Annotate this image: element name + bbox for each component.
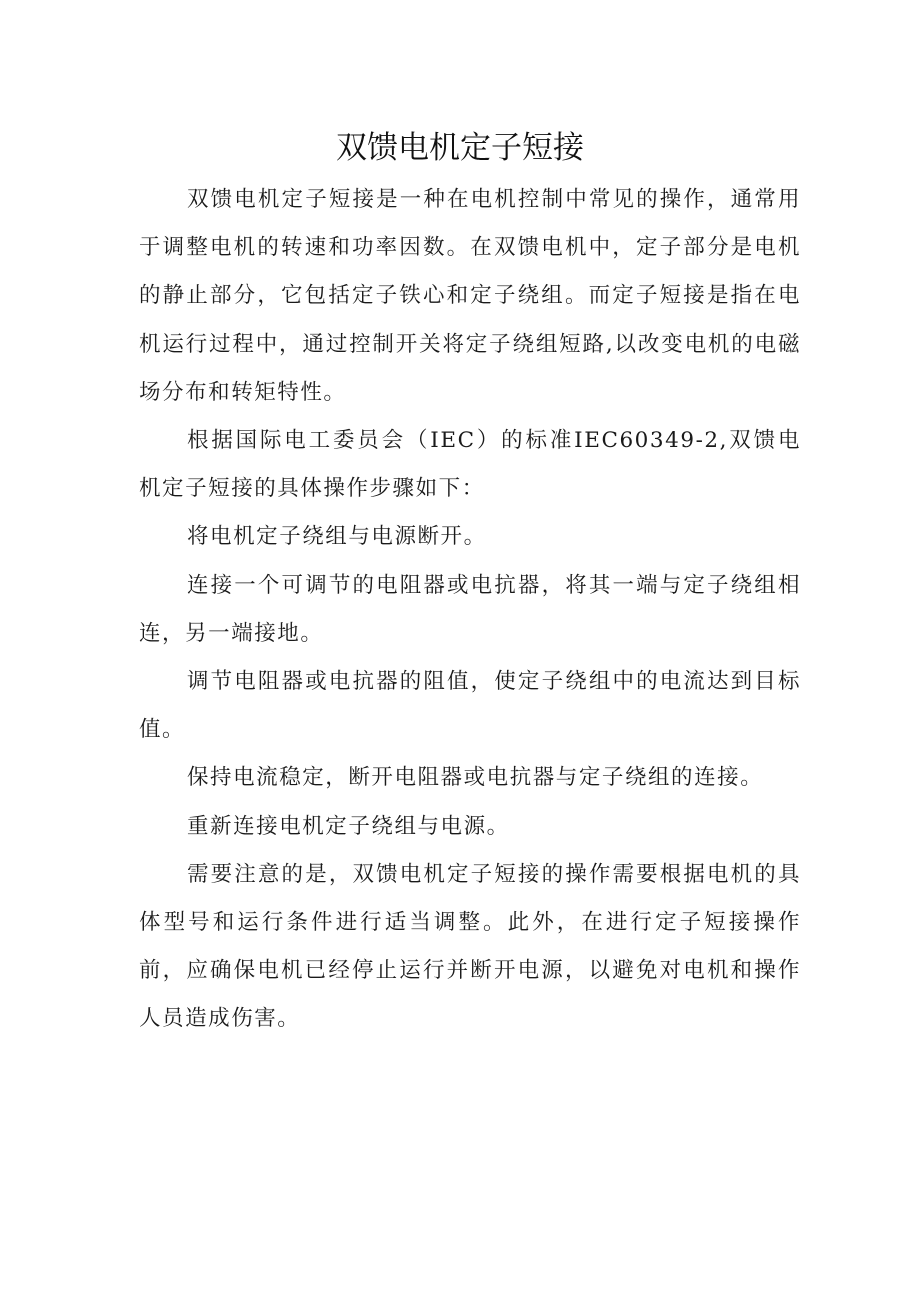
paragraph-standard: 根据国际电工委员会（IEC）的标准IEC60349-2,双馈电机定子短接的具体操作步骤如下：: [139, 428, 801, 502]
paragraph-intro: 双馈电机定子短接是一种在电机控制中常见的操作，通常用于调整电机的转速和功率因数。在双馈电机中，定子部分是电机的静止部分，它包括定子铁心和定子绕组。而定子短接是指在电机运行过程中，通过控制开关将定子绕组短路,以改变电机的电磁场分布和转矩特性。: [139, 187, 801, 405]
paragraph-note: 需要注意的是，双馈电机定子短接的操作需要根据电机的具体型号和运行条件进行适当调整。此外，在进行定子短接操作前，应确保电机已经停止运行并断开电源，以避免对电机和操作人员造成伤害。: [139, 861, 801, 1032]
paragraph-step-1: 将电机定子绕组与电源断开。: [187, 524, 487, 550]
document-title: 双馈电机定子短接: [336, 130, 584, 166]
paragraph-step-3: 调节电阻器或电抗器的阻值，使定子绕组中的电流达到目标值。: [139, 669, 801, 743]
paragraph-step-5: 重新连接电机定子绕组与电源。: [187, 813, 510, 839]
paragraph-step-4: 保持电流稳定，断开电阻器或电抗器与定子绕组的连接。: [187, 765, 764, 791]
document-body: [139, 176, 801, 1044]
paragraph-step-2: 连接一个可调节的电阻器或电抗器，将其一端与定子绕组相连，另一端接地。: [139, 572, 801, 646]
